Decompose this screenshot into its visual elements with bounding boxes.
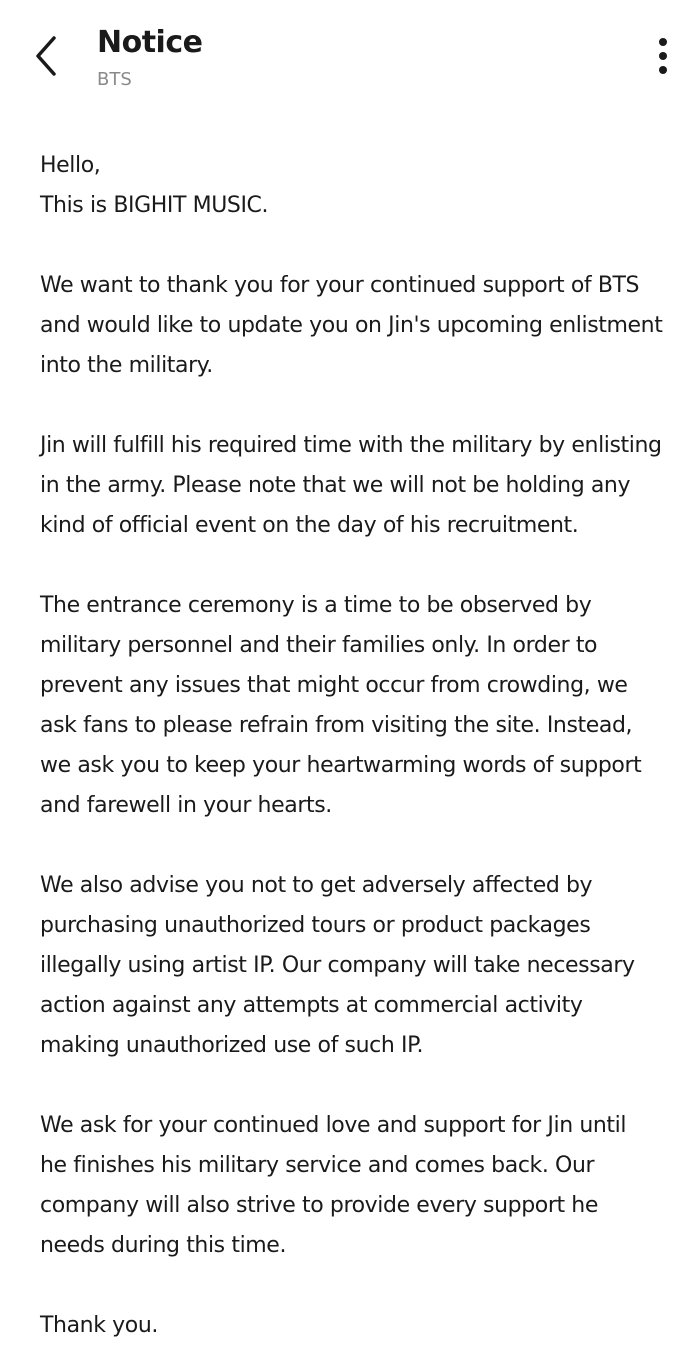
page-title: Notice <box>97 25 203 60</box>
notice-body <box>40 146 670 1346</box>
notice-paragraph: The entrance ceremony is a time to be observed by military personnel and their families only. In order to prevent any issues that might occur from crowding, we ask fans to please refrain from visiting the site. Instead, we ask you to keep your heartwarming words of support and farewell in your hearts. <box>40 593 642 818</box>
notice-paragraph: Hello, This is BIGHIT MUSIC. <box>40 153 269 218</box>
more-vertical-icon <box>659 38 667 46</box>
notice-paragraph: Jin will fulfill his required time with the military by enlisting in the army. Please note that we will not be holding any kind of official event on the day of his recruitment. <box>40 433 662 538</box>
page-subtitle: BTS <box>97 69 132 90</box>
back-button[interactable] <box>22 30 70 82</box>
app-header <box>0 0 700 110</box>
chevron-left-icon <box>32 34 60 78</box>
notice-paragraph: We want to thank you for your continued support of BTS and would like to update you on Jin's upcoming enlistment into the military. <box>40 273 663 378</box>
more-vertical-icon-dot <box>659 66 667 74</box>
more-vertical-icon-dot <box>659 52 667 60</box>
notice-closing: Thank you. <box>40 1313 158 1338</box>
title-block <box>97 24 202 92</box>
notice-paragraph: We ask for your continued love and support for Jin until he finishes his military service and comes back. Our company will also strive to provide every support he needs during this time. <box>40 1113 627 1258</box>
more-options-button[interactable] <box>648 34 678 78</box>
notice-paragraph: We also advise you not to get adversely affected by purchasing unauthorized tours or product packages illegally using artist IP. Our company will take necessary action against any attempts at commercial activity making unauthorized use of such IP. <box>40 873 635 1058</box>
